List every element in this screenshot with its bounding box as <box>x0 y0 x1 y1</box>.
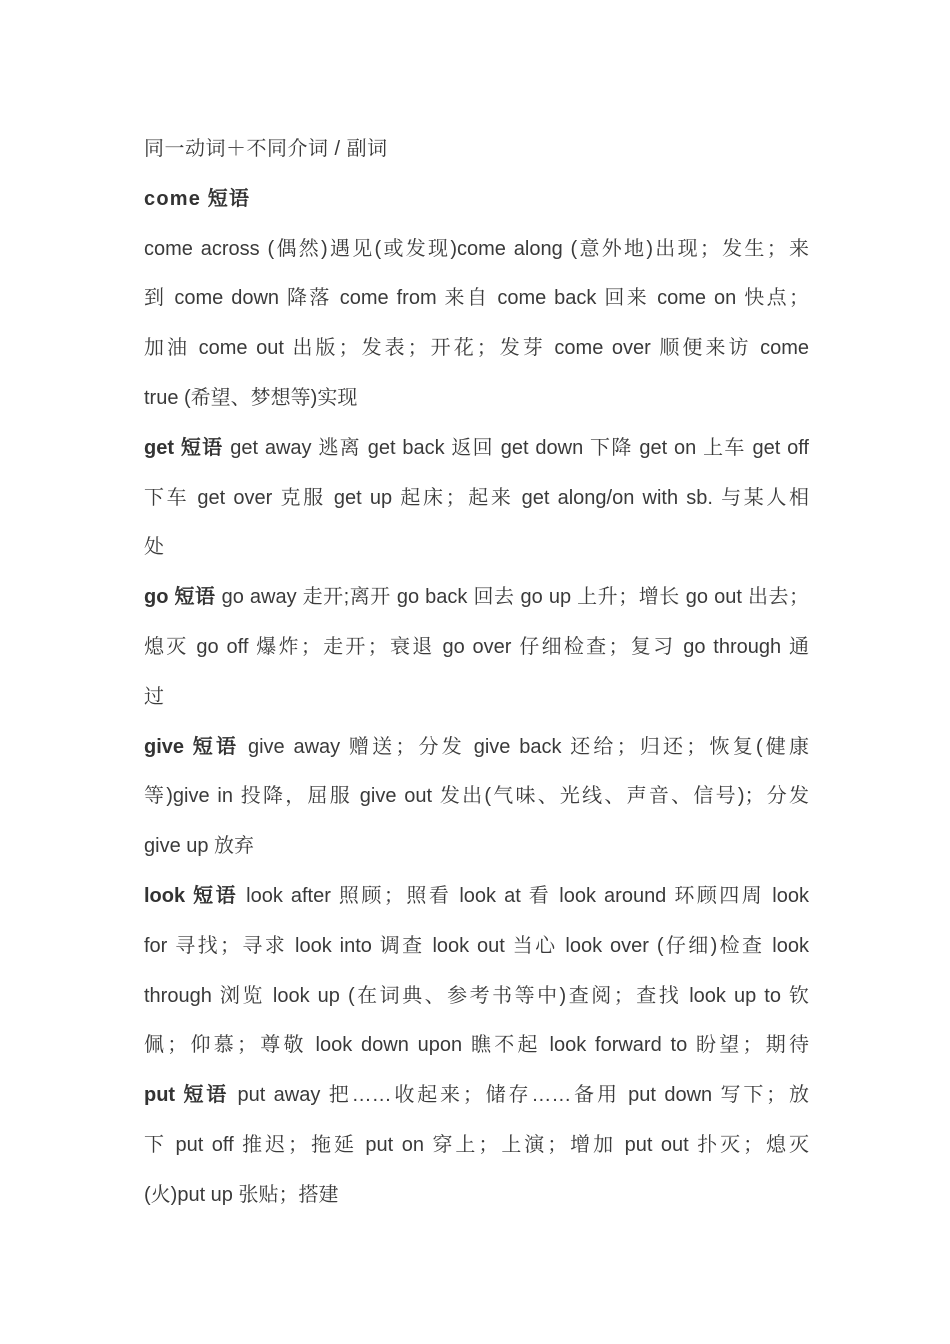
section-look-line-3: through 浏览 look up (在词典、参考书等中)查阅；查找 look up to 钦 <box>144 984 809 1007</box>
section-give-line-2: 等)give in 投降，屈服 give out 发出(气味、光线、声音、信号)；分发 <box>144 785 809 808</box>
document-page <box>144 125 809 1221</box>
section-look-text-1: look after 照顾；照看 look at 看 look around 环顾四周 look <box>238 884 809 907</box>
section-go-line-1 <box>144 573 809 623</box>
section-come-line-1: come across (偶然)遇见(或发现)come along (意外地)出现；发生；来 <box>144 237 809 260</box>
section-get-line-2: 下车 get over 克服 get up 起床；起来 get along/on with sb. 与某人相 <box>144 486 809 509</box>
section-get-text-1: get away 逃离 get back 返回 get down 下降 get on 上车 get off <box>223 436 809 459</box>
section-give-line-3: give up 放弃 <box>144 835 255 858</box>
document-title: 同一动词＋不同介词 / 副词 <box>144 138 388 160</box>
section-heading-give: give 短语 <box>144 735 240 758</box>
section-heading-come: come 短语 <box>144 187 251 210</box>
section-heading-get: get 短语 <box>144 436 224 459</box>
section-heading-look: look 短语 <box>144 884 239 907</box>
section-come-line-3: 加油 come out 出版；发表；开花；发芽 come over 顺便来访 come <box>144 337 809 360</box>
section-heading-put: put 短语 <box>144 1084 230 1107</box>
section-put-line-2: 下 put off 推迟；拖延 put on 穿上；上演；增加 put out 扑灭；熄灭 <box>144 1133 809 1156</box>
section-get-line-1 <box>144 424 809 474</box>
section-put-line-3: (火)put up 张贴；搭建 <box>144 1183 339 1206</box>
section-go-line-2: 熄灭 go off 爆炸；走开；衰退 go over 仔细检查；复习 go through 通 <box>144 635 809 658</box>
section-put-text-1: put away 把……收起来；储存……备用 put down 写下；放 <box>229 1084 809 1107</box>
section-come-line-4: true (希望、梦想等)实现 <box>144 386 358 409</box>
section-look-line-2: for 寻找；寻求 look into 调查 look out 当心 look over (仔细)检查 look <box>144 934 809 957</box>
section-come-line-2: 到 come down 降落 come from 来自 come back 回来 come on 快点； <box>144 287 809 310</box>
section-go-line-3: 过 <box>144 685 164 708</box>
section-look-line-1 <box>144 872 809 922</box>
section-give-line-1 <box>144 723 809 773</box>
section-look-line-4: 佩；仰慕；尊敬 look down upon 瞧不起 look forward to 盼望；期待 <box>144 1034 809 1057</box>
section-heading-go: go 短语 <box>144 586 216 609</box>
section-go-text-1: go away 走开;离开 go back 回去 go up 上升；增长 go out 出去； <box>215 586 809 609</box>
section-put-line-1 <box>144 1071 809 1121</box>
section-give-text-1: give away 赠送；分发 give back 还给；归还；恢复(健康 <box>239 735 809 758</box>
section-get-line-3: 处 <box>144 536 164 559</box>
